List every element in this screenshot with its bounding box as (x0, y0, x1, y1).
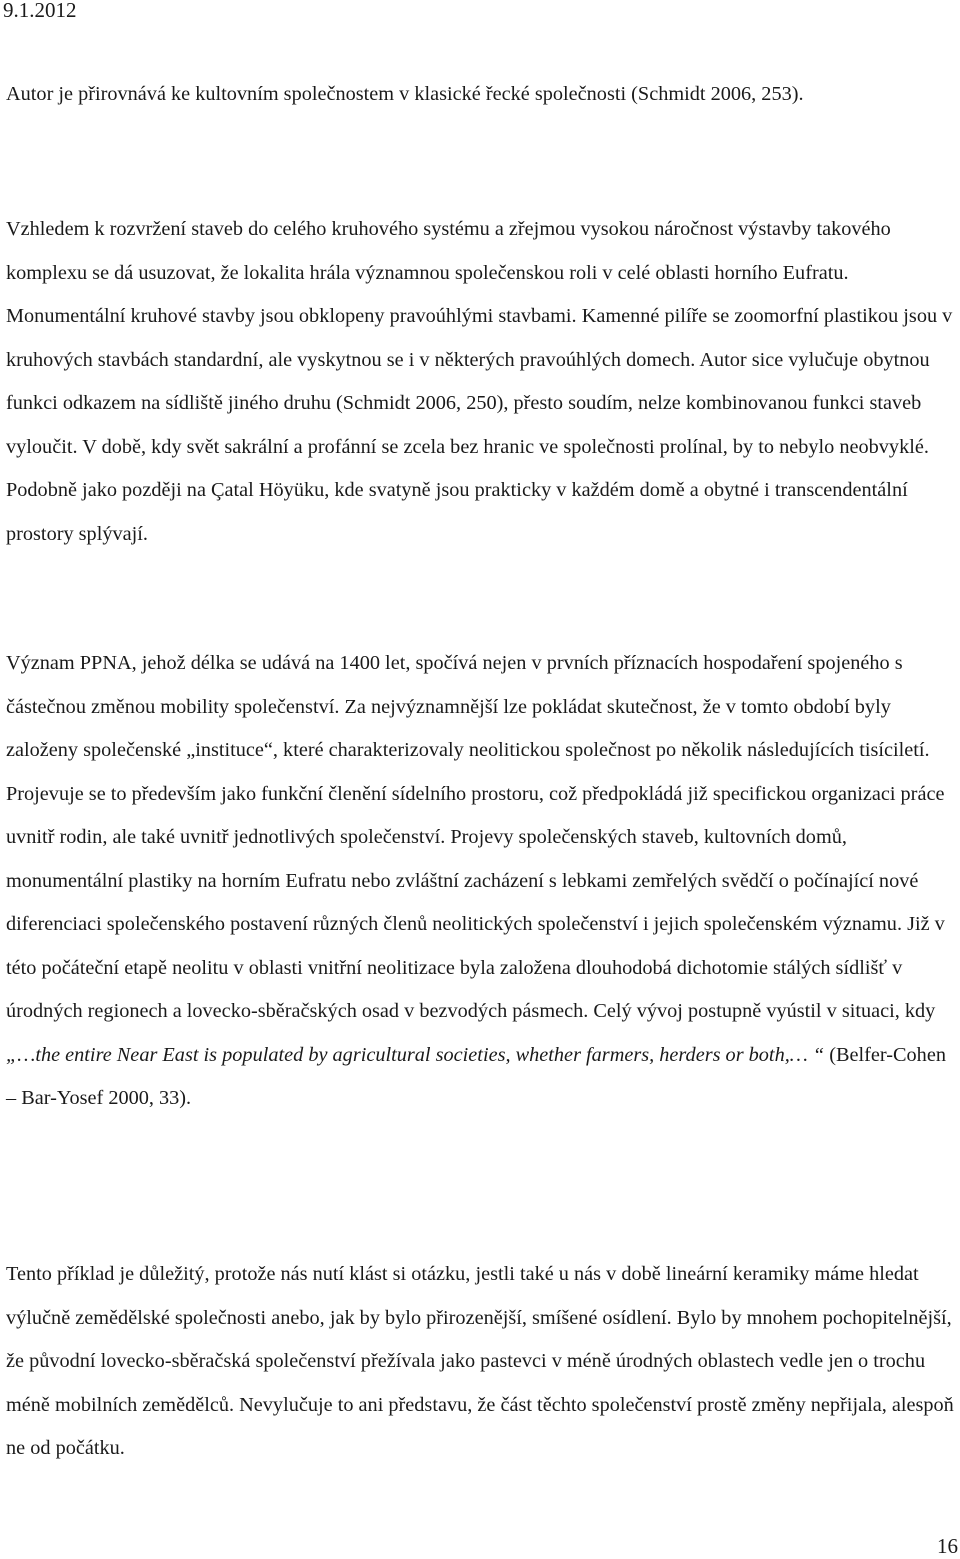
header-date: 9.1.2012 (3, 0, 77, 22)
citation: (Belfer-Cohen – Bar-Yosef 2000, 33). (6, 1043, 946, 1109)
paragraph-2: Vzhledem k rozvržení staveb do celého kruhového systému a zřejmou vysokou náročnost výstavby takového komplexu se dá usuzovat, že lokalita hrála významnou společenskou roli v celé oblasti horního Eufratu. Monumentální kruhové stavby jsou obklopeny pravoúhlými stavbami. Kamenné pilíře se zoomorfní plastikou jsou v kruhových stavbách standardní, ale vyskytnou se i v některých pravoúhlých domech. Autor sice vylučuje obytnou funkci odkazem na sídliště jiného druhu (Schmidt 2006, 250), přesto soudím, nelze kombinovanou funkci staveb vyloučit. V době, kdy svět sakrální a profánní se zcela bez hranic ve společnosti prolínal, by to nebylo neobvyklé. Podobně jako později na Çatal Höyüku, kde svatyně jsou prakticky v každém domě a obytné i transcendentální prostory splývají. (6, 218, 953, 545)
english-quotation: „…the entire Near East is populated by agricultural societies, whether farmers, herders or both,… “ (6, 1043, 825, 1066)
paragraph-4: Tento příklad je důležitý, protože nás nutí klást si otázku, jestli také u nás v době lineární keramiky máme hledat výlučně zemědělské společnosti anebo, jak by bylo přirozenější, smíšené osídlení. Bylo by mnohem pochopitelnější, že původní lovecko-sběračská společenství přežívala jako pastevci v méně úrodných oblastech vedle jen o trochu méně mobilních zemědělců. Nevylučuje to ani představu, že část těchto společenství prostě změny nepřijala, alespoň ne od počátku. (6, 1263, 954, 1459)
paragraph-1: Autor je přirovnává ke kultovním společnostem v klasické řecké společnosti (Schmidt 2006, 253). (6, 83, 804, 105)
paragraph-3-text: Význam PPNA, jehož délka se udává na 1400 let, spočívá nejen v prvních příznacích hospodaření spojeného s částečnou změnou mobility společenství. Za nejvýznamnější lze pokládat skutečnost, že v tomto období byly založeny společenské „instituce“, které charakterizovaly neolitickou společnost po několik následujících tisíciletí. Projevuje se to především jako funkční členění sídelního prostoru, což předpokládá již specifickou organizaci práce uvnitř rodin, ale také uvnitř jednotlivých společenství. Projevy společenských staveb, kultovních domů, monumentální plastiky na horním Eufratu nebo zvláštní zacházení s lebkami zemřelých svědčí o počínající nové diferenciaci společenského postavení různých členů neolitických společenství i jejich společenském významu. Již v této počáteční etapě neolitu v oblasti vnitřní neolitizace byla založena dlouhodobá dichotomie stálých sídlišť v úrodných regionech a lovecko-sběračských osad v bezvodých pásmech. Celý vývoj postupně vyústil v situaci, kdy (6, 652, 945, 1022)
page-number: 16 (937, 1534, 958, 1558)
paragraph-3 (6, 642, 958, 1121)
